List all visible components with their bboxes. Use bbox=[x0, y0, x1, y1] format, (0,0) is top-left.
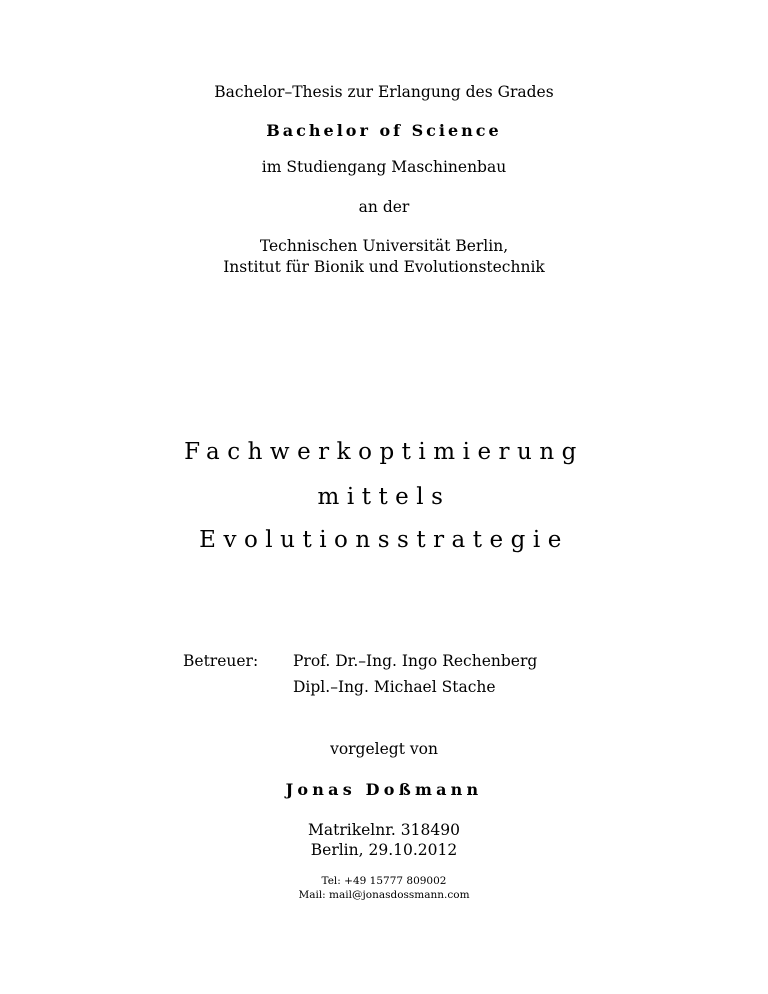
preposition-text: an der bbox=[358, 198, 410, 216]
presented-by-text: vorgelegt von bbox=[330, 740, 438, 758]
thesis-title-line-2: mittels bbox=[317, 484, 451, 510]
matriculation-number: Matrikelnr. 318490 bbox=[308, 821, 460, 839]
institute-name: Institut für Bionik und Evolutionstechnik bbox=[223, 258, 545, 276]
place-and-date: Berlin, 29.10.2012 bbox=[310, 841, 458, 859]
author-name: Jonas Doßmann bbox=[285, 780, 483, 799]
contact-phone: Tel: +49 15777 809002 bbox=[321, 875, 447, 887]
supervisors-label: Betreuer: bbox=[183, 652, 259, 670]
study-program: im Studiengang Maschinenbau bbox=[261, 158, 507, 176]
university-name: Technischen Universität Berlin, bbox=[259, 237, 509, 255]
degree-title: Bachelor of Science bbox=[266, 121, 502, 140]
thesis-title-line-1: Fachwerkoptimierung bbox=[184, 439, 584, 465]
contact-mail: Mail: mail@jonasdossmann.com bbox=[298, 889, 470, 901]
supervisor-name: Dipl.–Ing. Michael Stache bbox=[293, 678, 496, 696]
supervisor-name: Prof. Dr.–Ing. Ingo Rechenberg bbox=[293, 652, 538, 670]
thesis-purpose: Bachelor–Thesis zur Erlangung des Grades bbox=[214, 83, 554, 101]
thesis-title-line-3: Evolutionsstrategie bbox=[199, 527, 569, 553]
